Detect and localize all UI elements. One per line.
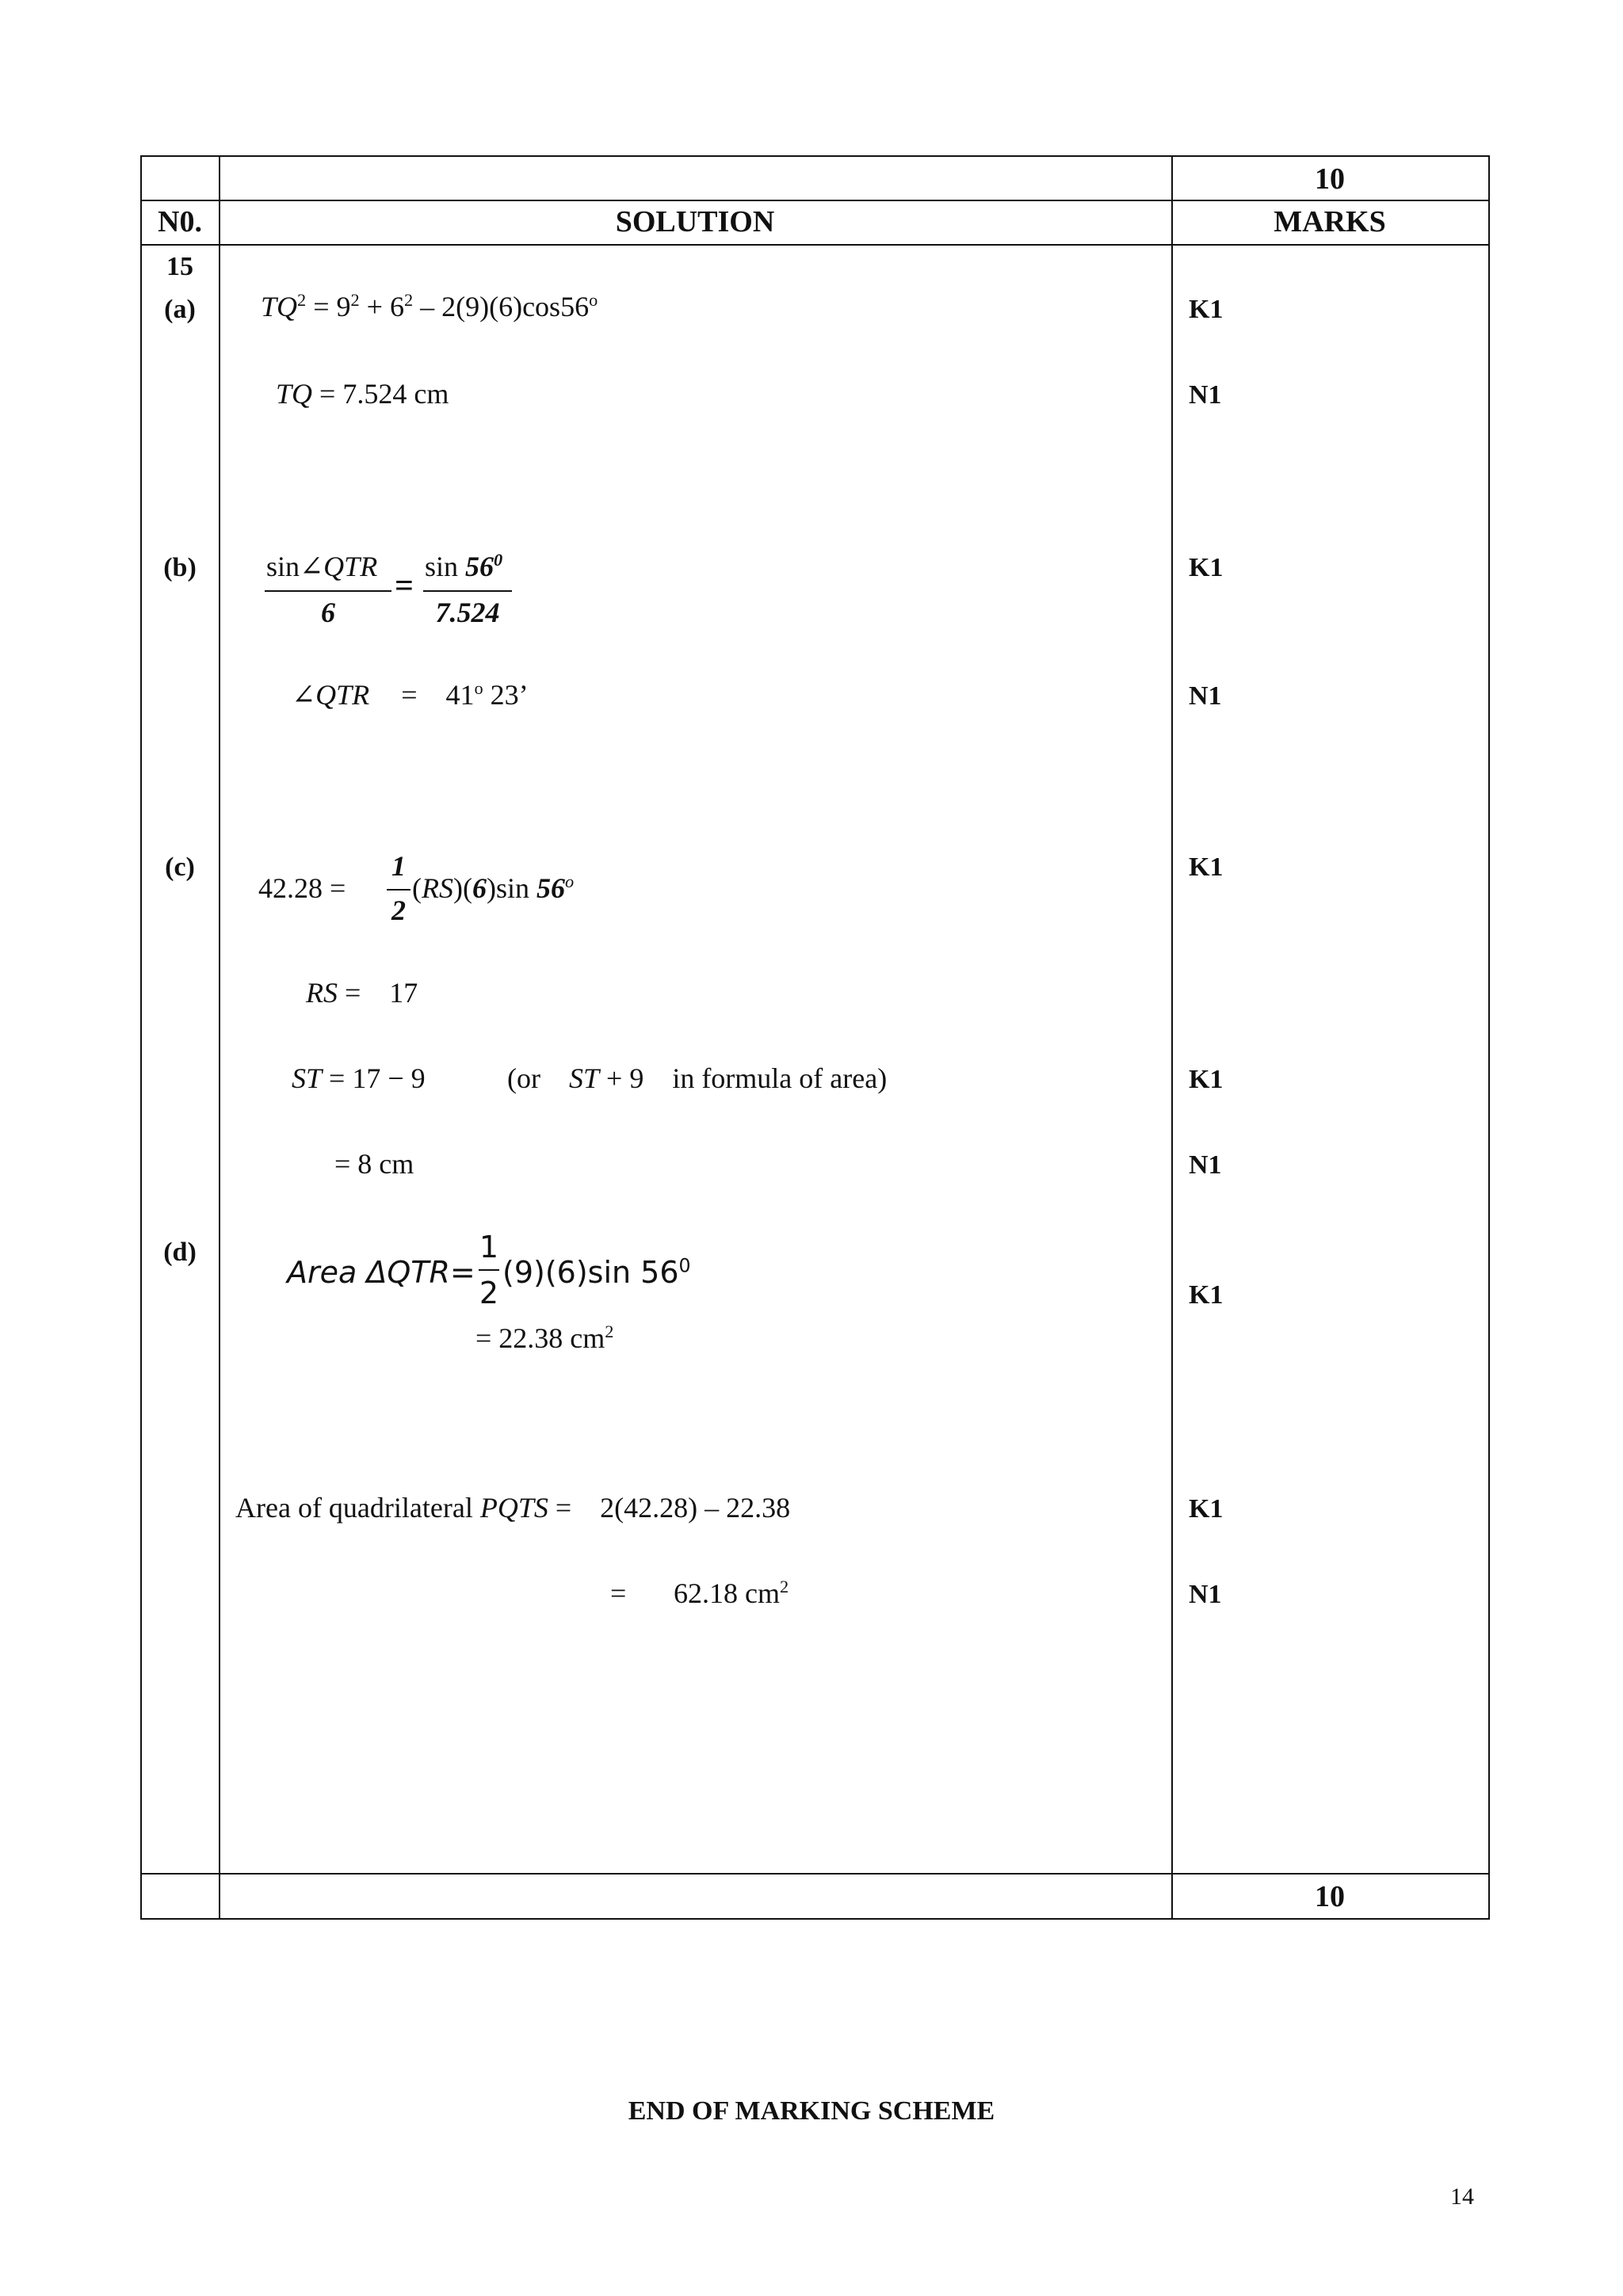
part-d-quad-expr: = 2(42.28) – 22.38 bbox=[548, 1492, 791, 1524]
part-c-rs: RS bbox=[422, 872, 453, 904]
part-a-sq1: 2 bbox=[297, 290, 307, 310]
part-b-left-numerator bbox=[266, 550, 377, 583]
part-c-st: ST bbox=[292, 1062, 323, 1094]
part-d-equals: = bbox=[449, 1255, 475, 1290]
top-total-mark-cell bbox=[1171, 162, 1488, 196]
question-number: 15 bbox=[166, 252, 193, 281]
table-row-line-2 bbox=[140, 244, 1490, 246]
page-number: 14 bbox=[1450, 2183, 1474, 2210]
part-c-step3-note bbox=[507, 1062, 887, 1095]
table-border-top bbox=[140, 155, 1490, 157]
part-d-triangle: ΔQTR bbox=[357, 1255, 450, 1290]
part-d-lhs bbox=[287, 1255, 475, 1290]
part-d-sq: 2 bbox=[605, 1322, 614, 1341]
part-d-quad-var: PQTS bbox=[479, 1492, 548, 1524]
part-d-rest: (9)(6)sin 56 bbox=[502, 1255, 679, 1290]
part-b-mark-2: N1 bbox=[1189, 681, 1222, 711]
table-border-right bbox=[1488, 155, 1490, 1920]
part-c-close: )( bbox=[453, 872, 472, 904]
part-c-st-expr: = 17 − 9 bbox=[322, 1062, 426, 1094]
part-a-sq3: 2 bbox=[403, 290, 414, 310]
part-c-step3 bbox=[292, 1062, 426, 1095]
part-c-step2 bbox=[306, 976, 418, 1009]
part-c-lhs: 42.28 = bbox=[258, 872, 346, 904]
table-row-line-3 bbox=[140, 1873, 1490, 1875]
part-c-frac-bar bbox=[387, 889, 411, 891]
part-c-frac-den: 2 bbox=[391, 894, 406, 926]
part-b-right-denominator: 7.524 bbox=[435, 597, 500, 628]
header-solution-text: SOLUTION bbox=[615, 205, 775, 238]
part-a-eq: = 9 bbox=[306, 291, 351, 322]
part-a-label: (a) bbox=[164, 295, 196, 324]
part-c-mark-2: K1 bbox=[1189, 1065, 1224, 1094]
part-b-angle-left: ∠QTR bbox=[300, 551, 378, 582]
part-d-step3 bbox=[235, 1491, 790, 1524]
part-b-step2 bbox=[292, 678, 529, 711]
part-c-expression bbox=[412, 871, 574, 905]
part-b-left-denominator: 6 bbox=[321, 597, 335, 628]
part-c-frac-num: 1 bbox=[391, 850, 406, 882]
part-b-angle: ∠QTR bbox=[292, 679, 370, 711]
part-d-quad-text: Area of quadrilateral bbox=[235, 1492, 480, 1524]
part-c-angle: 56 bbox=[536, 872, 565, 904]
part-c-mark-3: N1 bbox=[1189, 1150, 1222, 1180]
part-a-deg: o bbox=[589, 290, 598, 310]
part-b-sin-left: sin bbox=[266, 551, 300, 582]
part-b-left-fraction-bar bbox=[265, 590, 391, 592]
part-a-plus: + 6 bbox=[359, 291, 404, 322]
part-b-value: 41 bbox=[445, 679, 475, 711]
part-c-step4: = 8 cm bbox=[334, 1148, 414, 1180]
part-b-sin-right: sin bbox=[425, 551, 466, 582]
part-c-note-open: (or bbox=[507, 1062, 540, 1094]
part-c-sin: )sin bbox=[486, 872, 537, 904]
header-number bbox=[140, 204, 220, 239]
table-row-line-1 bbox=[140, 200, 1490, 201]
part-b-mark-1: K1 bbox=[1189, 553, 1224, 582]
part-d-frac-bar bbox=[479, 1269, 499, 1271]
part-c-rs-value: = 17 bbox=[338, 977, 418, 1009]
part-b-eq2: = bbox=[401, 679, 418, 711]
part-b-deg: 0 bbox=[494, 550, 503, 570]
part-c-note-var: ST bbox=[568, 1062, 600, 1094]
part-a-tq2: TQ bbox=[276, 378, 313, 410]
part-c-open: ( bbox=[412, 872, 422, 904]
part-d-frac-num: 1 bbox=[479, 1230, 499, 1264]
table-border-left bbox=[140, 155, 142, 1920]
part-d-label: (d) bbox=[163, 1238, 197, 1267]
part-b-deg2: o bbox=[474, 678, 483, 698]
header-solution bbox=[219, 204, 1171, 239]
part-d-area: Area bbox=[287, 1255, 357, 1290]
part-a-tq: TQ bbox=[261, 291, 298, 322]
part-d-sq2: 2 bbox=[779, 1577, 789, 1596]
part-a-sq2: 2 bbox=[350, 290, 360, 310]
part-c-mark-1: K1 bbox=[1189, 852, 1224, 882]
part-a-mark-2: N1 bbox=[1189, 380, 1222, 410]
part-c-note-rest: + 9 in formula of area) bbox=[599, 1062, 888, 1094]
part-d-step2 bbox=[475, 1322, 613, 1355]
header-number-text: N0. bbox=[158, 205, 202, 238]
part-d-expression bbox=[502, 1255, 691, 1290]
end-of-marking-scheme: END OF MARKING SCHEME bbox=[628, 2096, 995, 2126]
top-total-mark-text: 10 bbox=[1315, 162, 1345, 196]
part-c-deg: o bbox=[564, 871, 575, 891]
part-d-deg: 0 bbox=[678, 1254, 691, 1277]
part-d-area-value: = 22.38 cm bbox=[475, 1322, 605, 1354]
part-b-right-fraction-bar bbox=[423, 590, 512, 592]
part-a-mark-1: K1 bbox=[1189, 295, 1224, 324]
part-d-quad-value: 62.18 cm bbox=[674, 1577, 780, 1609]
table-border-bottom bbox=[140, 1918, 1490, 1920]
part-d-frac-den: 2 bbox=[479, 1276, 499, 1310]
bottom-total-mark: 10 bbox=[1315, 1880, 1345, 1913]
part-c-six: 6 bbox=[472, 872, 487, 904]
part-b-label: (b) bbox=[163, 553, 197, 582]
part-b-angle-value: 56 bbox=[465, 551, 495, 582]
part-c-rs2: RS bbox=[306, 977, 338, 1009]
part-d-mark-2: K1 bbox=[1189, 1494, 1224, 1524]
part-c-label: (c) bbox=[165, 852, 195, 882]
part-b-minutes: 23’ bbox=[483, 679, 529, 711]
header-marks-text: MARKS bbox=[1274, 205, 1386, 238]
part-a-step2 bbox=[276, 377, 449, 410]
table-divider-number bbox=[219, 155, 220, 1920]
part-d-step4 bbox=[674, 1577, 789, 1610]
part-b-right-numerator bbox=[425, 550, 502, 583]
part-a-result: = 7.524 cm bbox=[312, 378, 449, 410]
part-d-mark-3: N1 bbox=[1189, 1580, 1222, 1609]
part-b-equals: = bbox=[395, 568, 414, 605]
part-a-rest: – 2(9)(6)cos56 bbox=[413, 291, 590, 322]
bottom-total-mark-cell bbox=[1171, 1879, 1488, 1914]
part-a-step1 bbox=[261, 290, 598, 323]
table-divider-marks bbox=[1171, 155, 1173, 1920]
part-d-step4-eq: = bbox=[610, 1577, 627, 1609]
header-marks bbox=[1171, 204, 1488, 239]
part-d-mark-1: K1 bbox=[1189, 1280, 1224, 1310]
